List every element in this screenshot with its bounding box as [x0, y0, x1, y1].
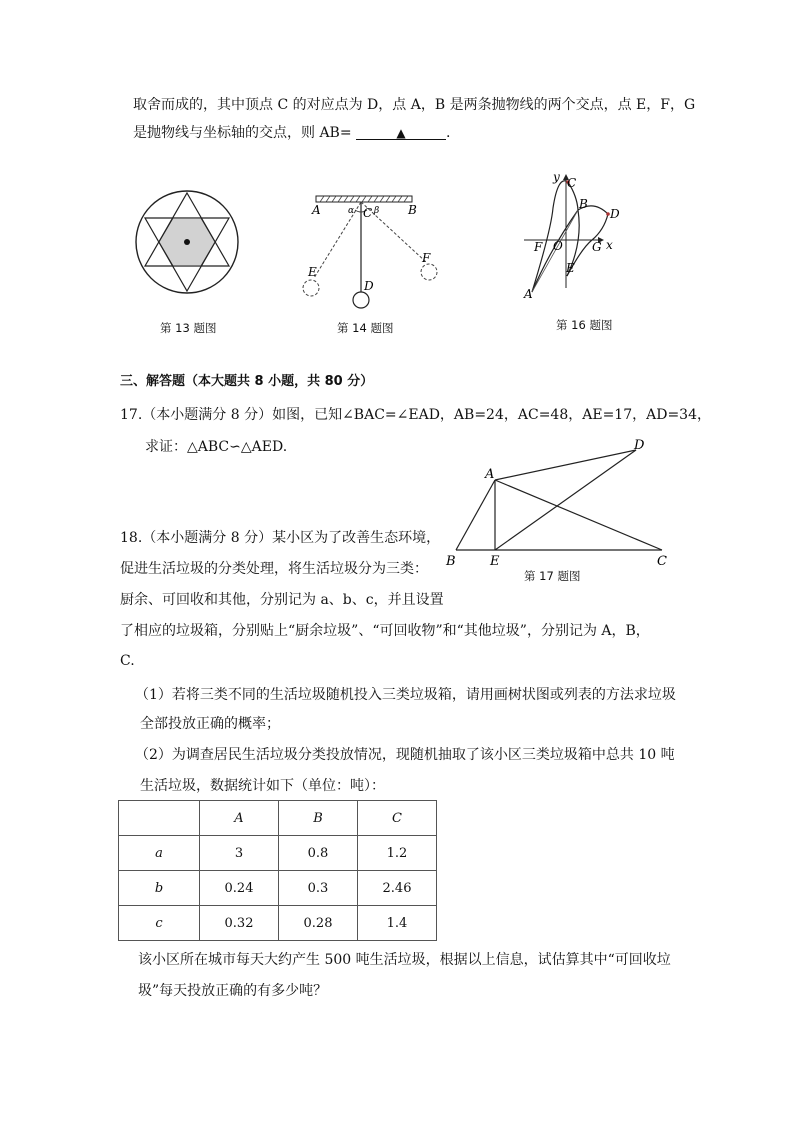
q17-line2: 求证：△ABC∽△AED.: [145, 439, 288, 455]
figure-17: [440, 432, 680, 587]
fig16-label-c: C: [567, 176, 577, 190]
q18-after-line1: 该小区所在城市每天大约产生 500 吨生活垃圾，根据以上信息，试估算其中“可回收垃: [138, 952, 671, 968]
fig16-label-y: y: [553, 170, 560, 184]
fig13-center-dot: [184, 239, 190, 245]
fig17-label-d: D: [634, 438, 645, 453]
fig14-bob-e: [303, 280, 319, 296]
table-header-cell: B: [279, 801, 358, 836]
table-row: [119, 836, 437, 871]
fig16-label-f: F: [534, 240, 543, 254]
fig14-label-f: F: [422, 251, 431, 265]
fig16-caption: 第 16 题图: [556, 318, 613, 332]
garbage-table: [118, 800, 437, 941]
fig14-label-alpha: α: [348, 206, 355, 216]
fig14-caption: 第 14 题图: [337, 321, 394, 335]
q17-line1: 17.（本小题满分 8 分）如图，已知∠BAC=∠EAD，AB=24，AC=48，AE=17，AD=34，: [120, 407, 711, 423]
q18-line2: 促进生活垃圾的分类处理，将生活垃圾分为三类：: [120, 561, 428, 577]
fig14-label-e: E: [308, 265, 317, 279]
fig14-hatch: [320, 196, 408, 202]
fig14-bob-d: [353, 292, 369, 308]
figure-13: [130, 185, 245, 300]
table-cell: 3: [200, 836, 279, 871]
table-row: [119, 906, 437, 941]
fig14-label-beta: β: [374, 206, 380, 216]
fig16-label-b: B: [579, 197, 588, 211]
fig17-label-e: E: [490, 554, 500, 569]
q18-line4: 了相应的垃圾箱，分别贴上“厨余垃圾”、“可回收物”和“其他垃圾”，分别记为 A，B，: [120, 623, 650, 639]
fig14-label-c: C: [363, 206, 373, 220]
table-cell: 1.2: [358, 836, 437, 871]
fig17-caption: 第 17 题图: [524, 569, 581, 583]
q16-text-line2-suffix: .: [446, 125, 451, 141]
fig16-label-a: A: [524, 287, 533, 301]
fig14-bob-f: [421, 264, 437, 280]
q18-part2-line1: （2）为调查居民生活垃圾分类投放情况，现随机抽取了该小区三类垃圾箱中总共 10 吨: [135, 747, 675, 763]
fig16-label-g: G: [592, 240, 602, 254]
table-cell: 2.46: [358, 871, 437, 906]
table-header-row: [119, 801, 437, 836]
fig17-label-c: C: [657, 554, 667, 569]
table-cell: 0.32: [200, 906, 279, 941]
fig14-label-b: B: [408, 203, 417, 217]
table-row: [119, 871, 437, 906]
figure-14: [300, 190, 450, 315]
fig14-label-a: A: [312, 203, 321, 217]
table-row-label: c: [119, 906, 200, 941]
fig16-label-x: x: [606, 238, 613, 252]
q16-text-line2-prefix: 是抛物线与坐标轴的交点，则 AB=: [133, 125, 352, 141]
fig17-label-a: A: [485, 467, 495, 482]
table-cell: 0.24: [200, 871, 279, 906]
q18-part2-line2: 生活垃圾，数据统计如下（单位：吨）：: [140, 778, 385, 794]
table-header-cell: C: [358, 801, 437, 836]
fig16-label-d: D: [610, 207, 620, 221]
q18-line5: C.: [120, 653, 135, 669]
table-cell: 0.3: [279, 871, 358, 906]
table-header-cell: [119, 801, 200, 836]
q18-part1-line1: （1）若将三类不同的生活垃圾随机投入三类垃圾箱，请用画树状图或列表的方法求垃圾: [135, 687, 676, 703]
figure-16: [520, 170, 630, 305]
table-cell: 1.4: [358, 906, 437, 941]
q18-line3: 厨余、可回收和其他，分别记为 a、b、c，并且设置: [120, 592, 444, 608]
fig16-label-o: O: [553, 239, 563, 253]
fig14-label-d: D: [364, 279, 374, 293]
table-row-label: a: [119, 836, 200, 871]
answer-blank[interactable]: [356, 123, 446, 140]
table-cell: 0.8: [279, 836, 358, 871]
q18-after-line2: 圾”每天投放正确的有多少吨？: [138, 983, 328, 999]
blank-mark: ▲: [396, 126, 406, 140]
section-3-title: 三、解答题（本大题共 8 小题，共 80 分）: [120, 374, 374, 389]
q16-text-line1: 取舍而成的，其中顶点 C 的对应点为 D，点 A，B 是两条抛物线的两个交点，点 E，F，G: [133, 97, 696, 113]
fig13-caption: 第 13 题图: [160, 321, 217, 335]
table-cell: 0.28: [279, 906, 358, 941]
table-header-cell: A: [200, 801, 279, 836]
fig17-label-b: B: [446, 554, 456, 569]
q18-part1-line2: 全部投放正确的概率；: [140, 716, 280, 732]
table-row-label: b: [119, 871, 200, 906]
q18-line1: 18.（本小题满分 8 分）某小区为了改善生态环境，: [120, 530, 441, 546]
fig17-segment-ba: [456, 480, 495, 550]
fig16-label-e: E: [566, 261, 575, 275]
q16-text-line2: [133, 123, 451, 143]
